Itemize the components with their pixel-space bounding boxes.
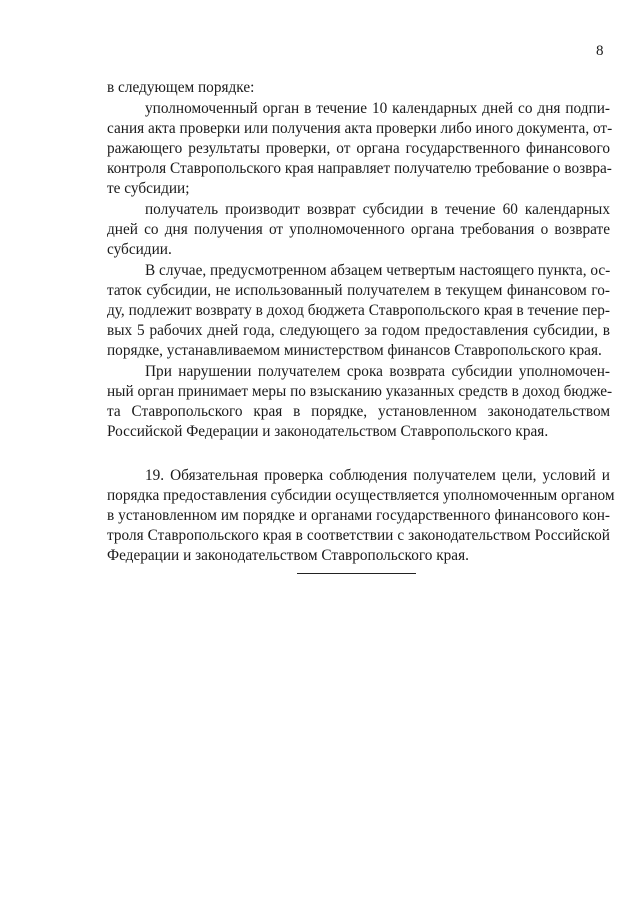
paragraph-line: та Ставропольского края в порядке, установленном законодательством <box>107 403 610 420</box>
paragraph-line: уполномоченный орган в течение 10 календарных дней со дня подпи- <box>145 100 610 117</box>
paragraph-line: При нарушении получателем срока возврата субсидии уполномочен- <box>145 363 610 380</box>
paragraph-line: порядке, устанавливаемом министерством финансов Ставропольского края. <box>107 342 602 359</box>
paragraph-line: субсидии. <box>107 241 172 258</box>
paragraph-line: ду, подлежит возврату в доход бюджета Ставропольского края в течение пер- <box>107 302 610 319</box>
paragraph-line: ражающего результаты проверки, от органа государственного финансового <box>107 140 610 157</box>
paragraph-line: ный орган принимает меры по взысканию указанных средств в доход бюдже- <box>107 383 613 400</box>
paragraph-line: контроля Ставропольского края направляет получателю требование о возвра- <box>107 160 612 177</box>
paragraph-line: вых 5 рабочих дней года, следующего за годом предоставления субсидии, в <box>107 322 610 339</box>
paragraph-line: Федерации и законодательством Ставропольского края. <box>107 547 469 564</box>
paragraph-line: 19. Обязательная проверка соблюдения получателем цели, условий и <box>145 467 610 484</box>
paragraph-line: в установленном им порядке и органами государственного финансового кон- <box>107 507 610 524</box>
paragraph-line: Российской Федерации и законодательством Ставропольского края. <box>107 423 549 440</box>
page-number: 8 <box>596 43 604 59</box>
paragraph-line: троля Ставропольского края в соответствии с законодательством Российской <box>107 527 610 544</box>
paragraph-line: таток субсидии, не использованный получателем в текущем финансовом го- <box>107 282 610 299</box>
paragraph-line: в следующем порядке: <box>107 79 255 96</box>
paragraph-line: порядка предоставления субсидии осуществляется уполномоченным органом <box>107 487 615 504</box>
end-divider <box>297 573 416 574</box>
paragraph-line: получатель производит возврат субсидии в течение 60 календарных <box>145 201 610 218</box>
paragraph-line: В случае, предусмотренном абзацем четвертым настоящего пункта, ос- <box>145 262 611 279</box>
paragraph-line: дней со дня получения от уполномоченного органа требования о возврате <box>107 221 610 238</box>
paragraph-line: те субсидии; <box>107 180 190 197</box>
paragraph-line: сания акта проверки или получения акта проверки либо иного документа, от- <box>107 120 613 137</box>
